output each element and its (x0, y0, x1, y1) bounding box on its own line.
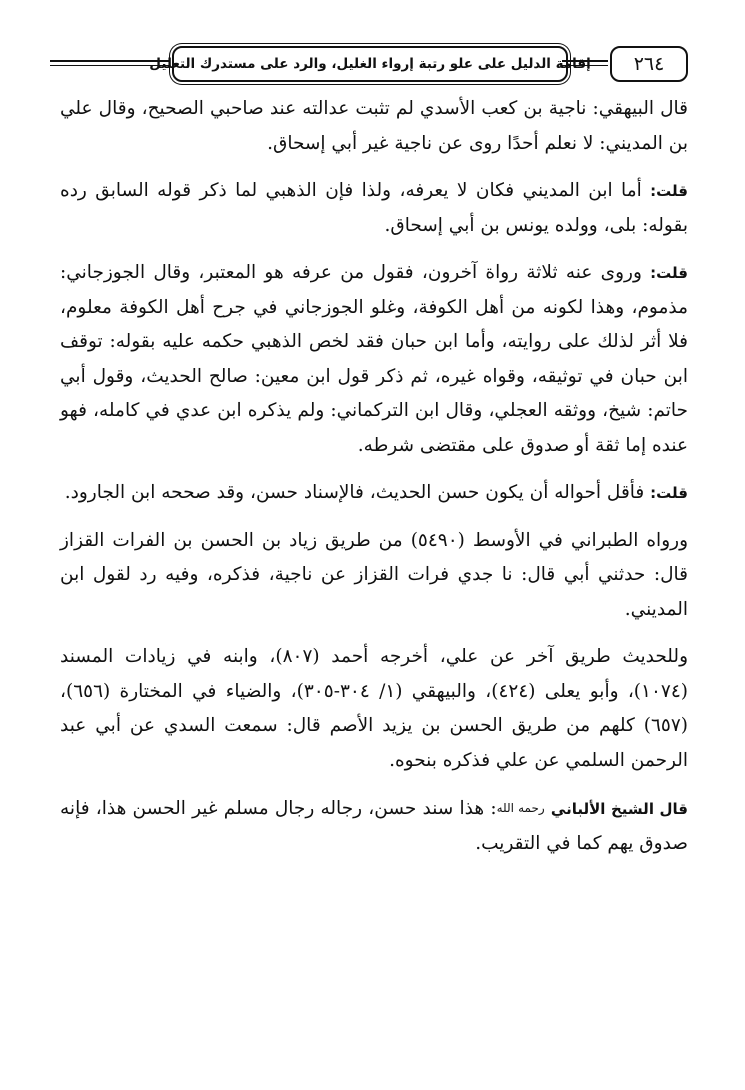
running-header (50, 44, 690, 88)
paragraph-text: فأقل أحواله أن يكون حسن الحديث، فالإسناد حسن، وقد صححه ابن الجارود. (64, 482, 645, 503)
page-number-frame (610, 46, 688, 82)
paragraph-text: : هذا سند حسن، رجاله رجال مسلم غير الحسن هذا، فإنه صدوق يهم كما في التقريب. (60, 798, 688, 854)
paragraph-6 (60, 640, 688, 778)
albani-label: قال الشيخ الألباني (550, 800, 688, 818)
book-title-frame (149, 46, 591, 82)
paragraph-5 (60, 524, 688, 628)
page-number: ٢٦٤ (633, 53, 665, 75)
paragraph-text: ورواه الطبراني في الأوسط (٥٤٩٠) من طريق زياد بن الحسن بن الفرات القزاز قال: حدثني أبي قال: نا جدي فرات القزاز عن ناجية، فذكره، وفيه رد لقول ابن المديني. (60, 529, 688, 620)
header-rule-middle (562, 60, 608, 66)
paragraph-text: وللحديث طريق آخر عن علي، أخرجه أحمد (٨٠٧)، وابنه في زيادات المسند (١٠٧٤)، وأبو يعلى (٤٢٤)، والبيهقي (١/ ٣٠٤-٣٠٥)، والضياء في المختارة (٦٥٦)، (٦٥٧) كلهم من طريق الحسن بن يزيد الأصم قال: سمعت السدي عن أبي عبد الرحمن السلمي عن علي فذكره بنحوه. (60, 646, 689, 771)
paragraph-text: أما ابن المديني فكان لا يعرفه، ولذا فإن الذهبي لما ذكر قوله السابق رده بقوله: بلى، وولده يونس بن أبي إسحاق. (60, 180, 688, 236)
paragraph-1 (60, 92, 688, 161)
qultu-label: قلت: (650, 484, 688, 502)
paragraph-text: قال البيهقي: ناجية بن كعب الأسدي لم تثبت عدالته عند صاحبي الصحيح، وقال علي بن المديني: لا نعلم أحدًا روى عن ناجية غير أبي إسحاق. (60, 98, 688, 154)
paragraph-7 (60, 791, 688, 861)
book-title: إقامة الدليل على علو رتبة إرواء الغليل، والرد على مستدرك التعليل (149, 56, 591, 72)
paragraph-2 (60, 174, 688, 243)
qultu-label: قلت: (650, 182, 688, 200)
qultu-label: قلت: (650, 264, 688, 282)
paragraph-3 (60, 256, 688, 463)
page-body (60, 92, 688, 874)
paragraph-text: وروى عنه ثلاثة رواة آخرون، فقول من عرفه هو المعتبر، وقال الجوزجاني: مذموم، وهذا لكونه من أهل الكوفة، وغلو الجوزجاني في جرح أهل الكوفة معلوم، فلا أثر لذلك على روايته، وأما ابن حبان فقد لخص الذهبي حكمه عليه بقوله: توقف ابن حبان في توثيقه، وقواه غيره، ثم ذكر قول ابن معين: صالح الحديث، وقول أبي حاتم: شيخ، ووثقه العجلي، وقال ابن التركماني: ولم يذكره ابن عدي في كامله، فهو عنده إما ثقة أو صدوق على مقتضى شرطه. (60, 262, 688, 456)
paragraph-4 (60, 476, 688, 511)
honorific-glyph: رحمه الله (496, 801, 545, 815)
